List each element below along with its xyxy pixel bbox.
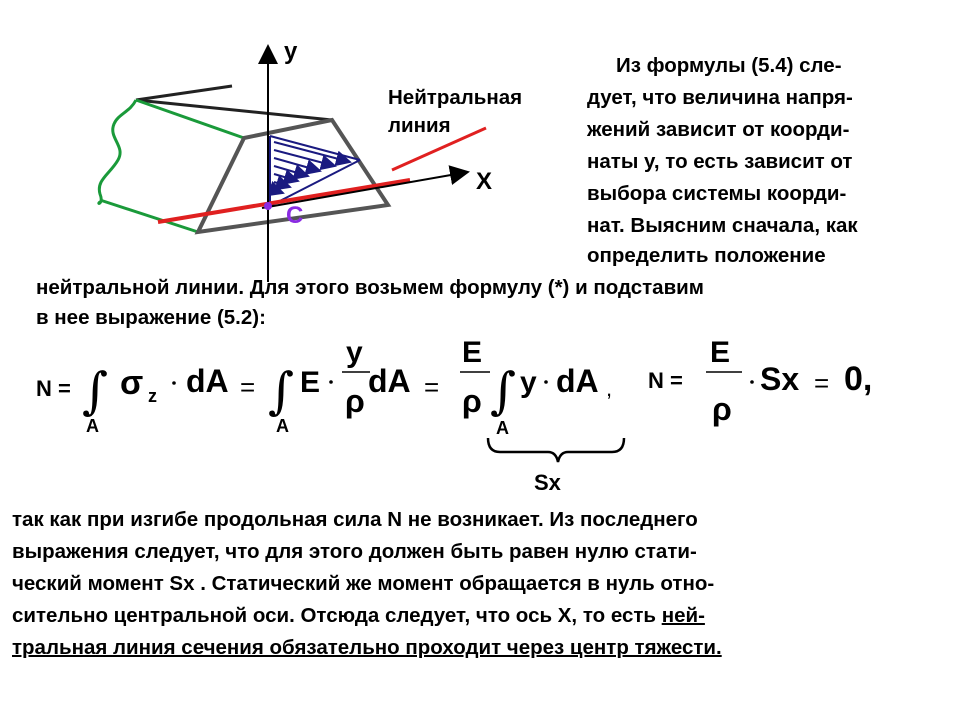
brace-label-Sx: Sx: [534, 470, 561, 495]
x-axis-label: X: [476, 168, 493, 195]
center-label: C: [286, 202, 304, 229]
integral-3-limit: A: [496, 418, 509, 438]
para1-line-2: дует, что величина напря-: [587, 86, 853, 109]
dA-1: dA: [186, 363, 229, 399]
y-axis-label: y: [284, 38, 298, 65]
para2-line-5-underlined: тральная линия сечения обязательно проходит через центр тяжести.: [12, 636, 722, 659]
integral-2: ∫: [268, 362, 295, 420]
underbrace: [488, 438, 624, 462]
para2-line-3: ческий момент Sx . Статический же момент обращается в нуль отно-: [12, 572, 715, 595]
para1-line-6: нат. Выясним сначала, как: [587, 214, 858, 237]
fraction2-rho-denominator: ρ: [712, 391, 732, 427]
dA-3: dA: [556, 363, 599, 399]
neutral-line-label-2: линия: [388, 114, 451, 137]
sigma-subscript: z: [148, 386, 157, 406]
para2-line-4-underlined: ней-: [661, 604, 705, 627]
integral-1-limit: A: [86, 416, 99, 436]
fraction-y-numerator: y: [346, 336, 363, 369]
eq-2: =: [424, 372, 440, 402]
para1-line-7: определить положение: [587, 244, 826, 267]
formula2-Sx: Sx: [760, 361, 800, 397]
eq-1: =: [240, 372, 256, 402]
formula2-zero: 0,: [844, 360, 873, 398]
para1-continuation-2: в нее выражение (5.2):: [36, 306, 266, 329]
para1-continuation-1: нейтральной линии. Для этого возьмем формулу (*) и подставим: [36, 276, 704, 299]
para2-line-1: так как при изгибе продольная сила N не возникает. Из последнего: [12, 508, 698, 531]
integral-2-limit: A: [276, 416, 289, 436]
neutral-line-label-1: Нейтральная: [388, 86, 523, 109]
integral-3: ∫: [490, 362, 517, 420]
para2-line-2: выражения следует, что для этого должен быть равен нулю стати-: [12, 540, 697, 563]
fraction-rho-denominator: ρ: [345, 383, 365, 419]
comma-1: ,: [606, 376, 613, 401]
formula-lhs: N =: [36, 376, 71, 401]
integral-1: ∫: [82, 362, 109, 420]
para2-line-4-text: сительно центральной оси. Отсюда следует, что ось X, то есть: [12, 604, 662, 627]
sigma: σ: [120, 364, 144, 402]
fraction2-E-numerator: E: [710, 336, 731, 369]
para1-line-5: выбора системы коорди-: [587, 182, 847, 205]
para1-line-4: наты y, то есть зависит от: [587, 150, 853, 173]
fraction-rho-denominator-2: ρ: [462, 383, 482, 419]
formula-y: y: [520, 366, 537, 399]
formula2-lhs: N =: [648, 368, 683, 393]
dA-2: dA: [368, 363, 411, 399]
E-1: E: [300, 366, 321, 399]
para1-line-1: Из формулы (5.4) сле-: [616, 54, 842, 77]
para2-line-4: [12, 604, 705, 628]
eq-3: =: [814, 368, 830, 398]
fraction-E-numerator: E: [462, 336, 483, 369]
para1-line-3: жений зависит от коорди-: [587, 118, 850, 141]
